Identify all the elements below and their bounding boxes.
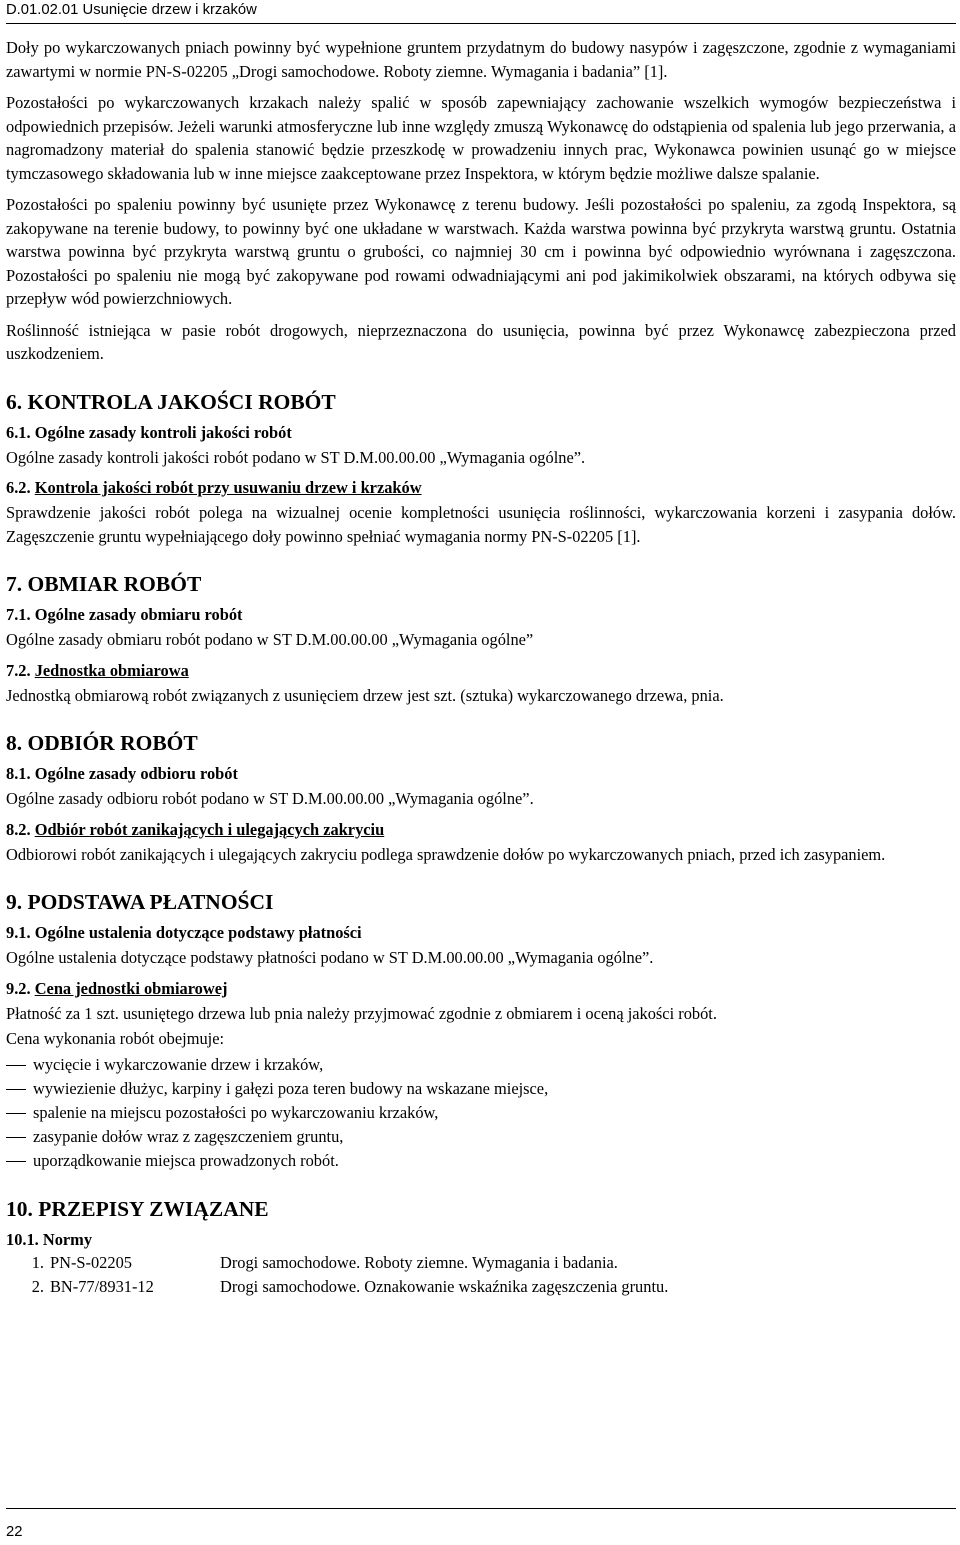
subsection-6-1-title: 6.1. Ogólne zasady kontroli jakości robót (6, 422, 292, 442)
price-includes-list (6, 1053, 956, 1173)
dash-bullet (6, 1053, 33, 1077)
section-8-title: 8. ODBIÓR ROBÓT (6, 731, 198, 755)
paragraph-remains-burning: Pozostałości po wykarczowanych krzakach należy spalić w sposób zapewniający zachowanie wszelkich wymogów bezpieczeństwa i odpowiednich przepisów. Jeżeli warunki atmosferyczne lub inne względy zmuszą Wykonawcę do odstąpienia od spalenia lub jego przerwania, a nagromadzony materiał do spalenia stanowić będzie przeszkodę w prowadzeniu innych prac, Wykonawca powinien usunąć go w miejsce tymczasowego składowania lub w inne miejsce zaakceptowane przez Inspektora, w którym będzie możliwe dalsze spalanie. (6, 93, 956, 183)
subsection-7-2-title: 7.2. Jednostka obmiarowa (6, 660, 189, 680)
norms-list (6, 1251, 956, 1299)
list-item: uporządkowanie miejsca prowadzonych robót. (6, 1149, 956, 1173)
subsection-7-2-text: Jednostką obmiarową robót związanych z usunięciem drzew jest szt. (sztuka) wykarczowanego drzewa, pnia. (6, 685, 724, 705)
list-item: spalenie na miejscu pozostałości po wykarczowaniu krzaków, (6, 1101, 956, 1125)
subsection-10-1-title: 10.1. Normy (6, 1229, 93, 1249)
subsection-8-2-text: Odbiorowi robót zanikających i ulegających zakryciu podlega sprawdzenie dołów po wykarczowanych pniach, przed ich zasypaniem. (6, 844, 886, 864)
subsection-8-1-text: Ogólne zasady odbioru robót podano w ST D.M.00.00.00 „Wymagania ogólne”. (6, 789, 534, 808)
subsection-9-2-title: 9.2. Cena jednostki obmiarowej (6, 978, 228, 998)
section-6-title: 6. KONTROLA JAKOŚCI ROBÓT (6, 389, 336, 414)
subsection-9-2-text: Płatność za 1 szt. usuniętego drzewa lub pnia należy przyjmować zgodnie z obmiarem i oceną jakości robót. (6, 1003, 717, 1023)
page-footer (6, 1508, 956, 1545)
subsection-9-1-title: 9.1. Ogólne ustalenia dotyczące podstawy płatności (6, 923, 362, 942)
list-item: zasypanie dołów wraz z zagęszczeniem gruntu, (6, 1125, 956, 1149)
subsection-6-2-title: 6.2. Kontrola jakości robót przy usuwaniu drzew i krzaków (6, 478, 422, 497)
dash-bullet (6, 1077, 33, 1101)
subsection-6-1-text: Ogólne zasady kontroli jakości robót podano w ST D.M.00.00.00 „Wymagania ogólne”. (6, 447, 586, 467)
subsection-8-2-title: 8.2. Odbiór robót zanikających i ulegających zakryciu (6, 819, 385, 839)
section-9-title: 9. PODSTAWA PŁATNOŚCI (6, 890, 274, 914)
paragraph-pits: Doły po wykarczowanych pniach powinny być wypełnione gruntem przydatnym do budowy nasypów i zagęszczone, zgodnie z wymaganiami zawartymi w normie PN-S-02205 „Drogi samochodowe. Roboty ziemne. Wymagania i badania” [1]. (6, 38, 956, 81)
dash-bullet (6, 1149, 33, 1173)
page-number: 22 (6, 1524, 23, 1540)
section-10-title: 10. PRZEPISY ZWIĄZANE (6, 1196, 269, 1221)
subsection-9-1-text: Ogólne ustalenia dotyczące podstawy płatności podano w ST D.M.00.00.00 „Wymagania ogólne”. (6, 948, 654, 967)
document-page (6, 0, 956, 1299)
paragraph-vegetation-protection: Roślinność istniejąca w pasie robót drogowych, nieprzeznaczona do usunięcia, powinna być przez Wykonawcę zabezpieczona przed uszkodzeniem. (6, 320, 956, 363)
norm-row: 1. PN-S-02205 Drogi samochodowe. Roboty ziemne. Wymagania i badania. (31, 1252, 618, 1272)
price-includes-intro: Cena wykonania robót obejmuje: (6, 1029, 225, 1048)
section-7-title: 7. OBMIAR ROBÓT (6, 572, 202, 596)
dash-bullet (6, 1125, 33, 1149)
list-item: wycięcie i wykarczowanie drzew i krzaków, (6, 1053, 956, 1077)
subsection-6-2-text: Sprawdzenie jakości robót polega na wizualnej ocenie kompletności usunięcia roślinności, wykarczowania korzeni i zasypania dołów. Zagęszczenie gruntu wypełniającego doły powinno spełniać wymagania normy PN-S-02205 [1]. (6, 503, 956, 546)
dash-bullet (6, 1101, 33, 1125)
subsection-7-1-text: Ogólne zasady obmiaru robót podano w ST D.M.00.00.00 „Wymagania ogólne” (6, 630, 534, 649)
list-item: wywiezienie dłużyc, karpiny i gałęzi poza teren budowy na wskazane miejsce, (6, 1077, 956, 1101)
paragraph-ash-removal: Pozostałości po spaleniu powinny być usunięte przez Wykonawcę z terenu budowy. Jeśli pozostałości po spaleniu, za zgodą Inspektora, są zakopywane na terenie budowy, to powinny być one układane w warstwach. Każda warstwa powinna być przykryta warstwą gruntu. Ostatnia warstwa powinna być przykryta warstwą gruntu o grubości, co najmniej 30 cm i powinna być odpowiednio wyrównana i zagęszczona. Pozostałości po spaleniu nie mogą być zakopywane pod rowami odwadniającymi ani pod jakimikolwiek obszarami, na których odbywa się przepływ wód powierzchniowych. (6, 195, 956, 308)
subsection-8-1-title: 8.1. Ogólne zasady odbioru robót (6, 764, 238, 783)
norm-row: 2. BN-77/8931-12 Drogi samochodowe. Oznakowanie wskaźnika zagęszczenia gruntu. (31, 1276, 669, 1296)
running-header: D.01.02.01 Usunięcie drzew i krzaków (6, 0, 956, 24)
subsection-7-1-title: 7.1. Ogólne zasady obmiaru robót (6, 605, 243, 624)
